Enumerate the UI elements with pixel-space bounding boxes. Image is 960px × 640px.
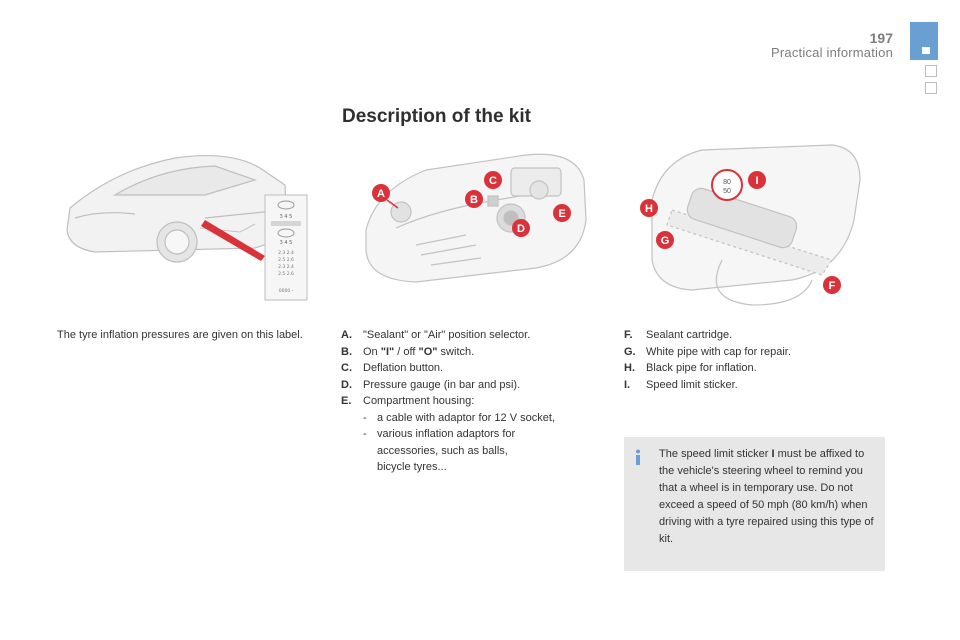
tab-marker-icon — [922, 47, 930, 54]
legend-subitem: - a cable with adaptor for 12 V socket, — [363, 411, 555, 424]
page-number: 197 — [869, 30, 893, 46]
legend-continuation: bicycle tyres... — [377, 461, 447, 473]
svg-text:A: A — [377, 188, 385, 200]
callout-h — [640, 199, 658, 217]
info-note — [624, 437, 885, 571]
legend-item: F. Sealant cartridge. — [624, 329, 733, 341]
svg-text:G: G — [660, 235, 670, 247]
svg-text:3 4 5: 3 4 5 — [279, 214, 293, 220]
callout-e — [553, 204, 571, 222]
car-label-illustration — [55, 140, 315, 310]
legend-item: C. Deflation button. — [341, 362, 444, 374]
svg-text:I: I — [755, 175, 759, 187]
svg-text:F: F — [828, 280, 836, 292]
page-title: Description of the kit — [342, 106, 531, 127]
pressure-label-sticker — [265, 195, 307, 300]
legend-subitem: - various inflation adaptors for — [363, 428, 516, 440]
svg-text:2.5 2.6: 2.5 2.6 — [278, 258, 294, 263]
legend-item: A. "Sealant" or "Air" position selector. — [341, 329, 531, 341]
label-caption: The tyre inflation pressures are given on this label. — [57, 329, 303, 341]
tab-box-icon — [925, 82, 937, 94]
legend-a-e — [341, 327, 601, 476]
callout-d — [512, 219, 530, 237]
callout-f — [823, 276, 841, 294]
legend-item: E. Compartment housing: — [341, 395, 475, 407]
callout-i — [748, 171, 766, 189]
svg-text:2.3 2.4: 2.3 2.4 — [278, 265, 294, 270]
callout-g — [656, 231, 674, 249]
svg-text:0000 -: 0000 - — [278, 289, 294, 294]
legend-item: I. Speed limit sticker. — [624, 378, 738, 391]
tab-box-icon — [925, 65, 937, 77]
kit-underside-illustration — [632, 140, 867, 310]
svg-text:E: E — [558, 208, 566, 220]
svg-text:B: B — [470, 194, 478, 206]
callout-c — [484, 171, 502, 189]
svg-text:2.5 2.6: 2.5 2.6 — [278, 272, 294, 277]
speed-sticker — [712, 170, 742, 200]
info-icon — [632, 449, 644, 465]
section-title: Practical information — [771, 45, 893, 60]
callout-b — [465, 190, 483, 208]
legend-f-i — [624, 327, 884, 393]
legend-item: B. On "I" / off "O" switch. — [341, 345, 475, 358]
svg-text:D: D — [517, 223, 525, 235]
legend-item: G. White pipe with cap for repair. — [624, 345, 791, 358]
svg-text:2.3 2.4: 2.3 2.4 — [278, 251, 294, 256]
svg-text:50: 50 — [723, 188, 731, 195]
svg-text:C: C — [489, 175, 497, 187]
note-text: The speed limit sticker I must be affixed to the vehicle's steering wheel to remind you that a wheel is in temporary use. Do not exceed a speed of 50 mph (80 km/h) when driving with a tyre repaired using this type of kit. — [659, 448, 874, 545]
chapter-tab — [910, 22, 938, 60]
legend-continuation: accessories, such as balls, — [377, 444, 508, 457]
svg-text:80: 80 — [723, 179, 731, 186]
svg-text:3 4 5: 3 4 5 — [279, 240, 293, 246]
legend-item: H. Black pipe for inflation. — [624, 362, 757, 374]
kit-illustration — [356, 150, 596, 300]
legend-item: D. Pressure gauge (in bar and psi). — [341, 378, 521, 391]
svg-text:H: H — [645, 203, 653, 215]
